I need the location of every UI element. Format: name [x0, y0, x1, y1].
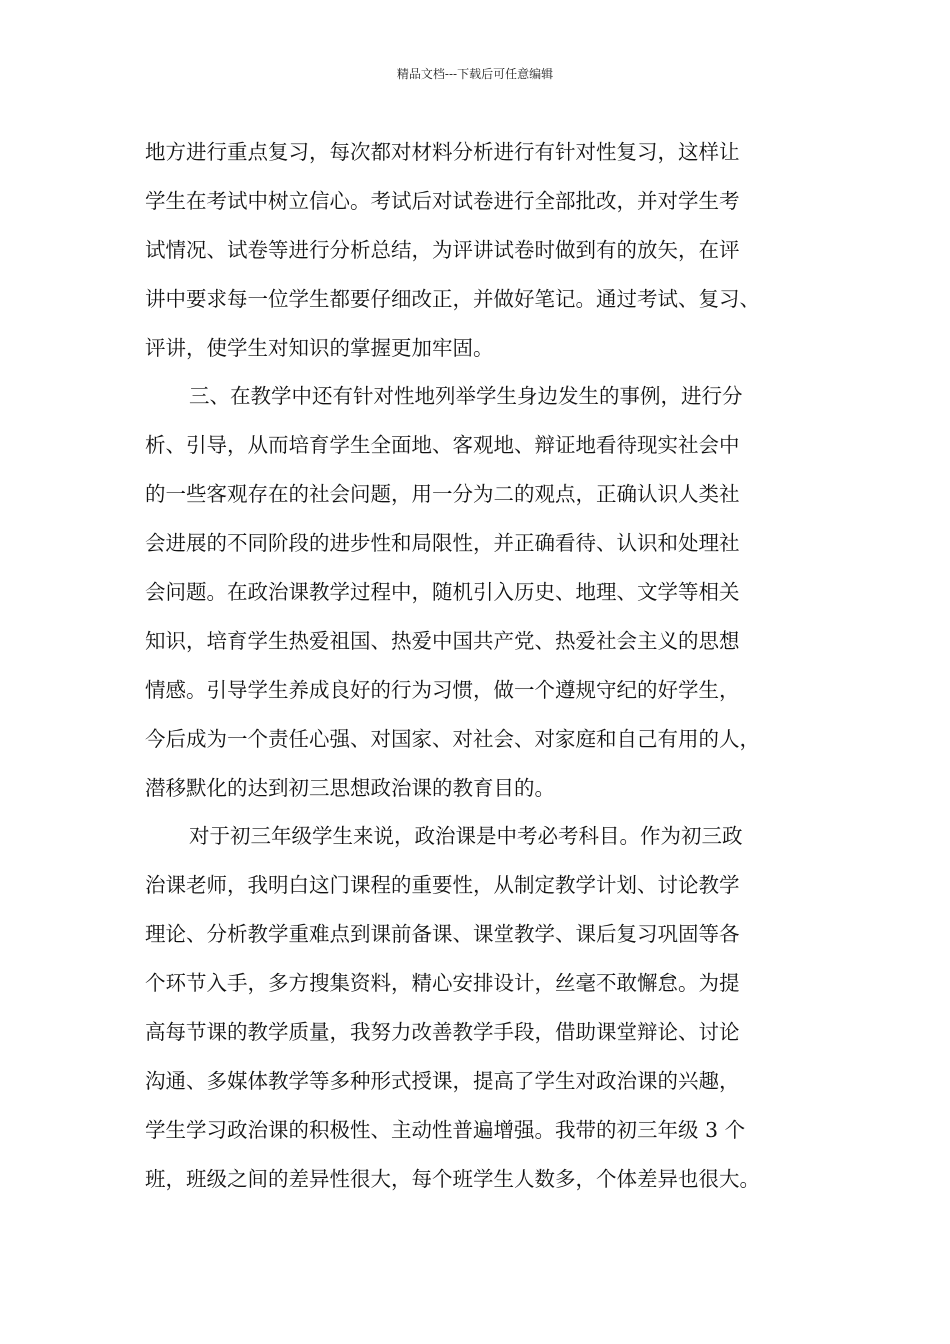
- text-line: 情感。引导学生养成良好的行为习惯，做一个遵规守纪的好学生，: [145, 677, 740, 702]
- text-line: 学生在考试中树立信心。考试后对试卷进行全部批改，并对学生考: [145, 188, 740, 213]
- text-line: 理论、分析教学重难点到课前备课、课堂教学、课后复习巩固等各: [145, 922, 740, 947]
- text-line: 对于初三年级学生来说，政治课是中考必考科目。作为初三政: [189, 824, 743, 849]
- text-line: 析、引导，从而培育学生全面地、客观地、辩证地看待现实社会中: [145, 433, 740, 458]
- document-body: [145, 128, 835, 1204]
- text-line: 高每节课的教学质量，我努力改善教学手段，借助课堂辩论、讨论: [145, 1020, 740, 1045]
- text-line: 地方进行重点复习，每次都对材料分析进行有针对性复习，这样让: [145, 140, 740, 164]
- page-header: 精品文档---下载后可任意编辑: [396, 67, 554, 81]
- text-line: 沟通、多媒体教学等多种形式授课，提高了学生对政治课的兴趣，: [145, 1068, 740, 1093]
- text-line: 班，班级之间的差异性很大，每个班学生人数多，个体差异也很大。: [145, 1166, 760, 1191]
- text-line: 会进展的不同阶段的进步性和局限性，并正确看待、认识和处理社: [145, 531, 740, 556]
- text-line: 会问题。在政治课教学过程中，随机引入历史、地理、文学等相关: [145, 580, 740, 605]
- text-line: 的一些客观存在的社会问题，用一分为二的观点，正确认识人类社: [145, 482, 740, 507]
- text-line: 讲中要求每一位学生都要仔细改正，并做好笔记。通过考试、复习、: [145, 286, 760, 311]
- text-line: 评讲，使学生对知识的掌握更加牢固。: [145, 335, 494, 360]
- text-line: 治课老师，我明白这门课程的重要性，从制定教学计划、讨论教学: [145, 873, 740, 898]
- text-line: 学生学习政治课的积极性、主动性普遍增强。我带的初三年级 3 个: [145, 1117, 746, 1142]
- text-line: 试情况、试卷等进行分析总结，为评讲试卷时做到有的放矢，在评: [145, 237, 740, 262]
- text-line: 知识，培育学生热爱祖国、热爱中国共产党、热爱社会主义的思想: [145, 628, 740, 653]
- text-line: 潜移默化的达到初三思想政治课的教育目的。: [145, 775, 555, 800]
- text-line: 今后成为一个责任心强、对国家、对社会、对家庭和自己有用的人，: [145, 726, 760, 751]
- text-line: 个环节入手，多方搜集资料，精心安排设计，丝毫不敢懈怠。为提: [145, 971, 740, 996]
- text-line: 三、在教学中还有针对性地列举学生身边发生的事例，进行分: [189, 384, 743, 409]
